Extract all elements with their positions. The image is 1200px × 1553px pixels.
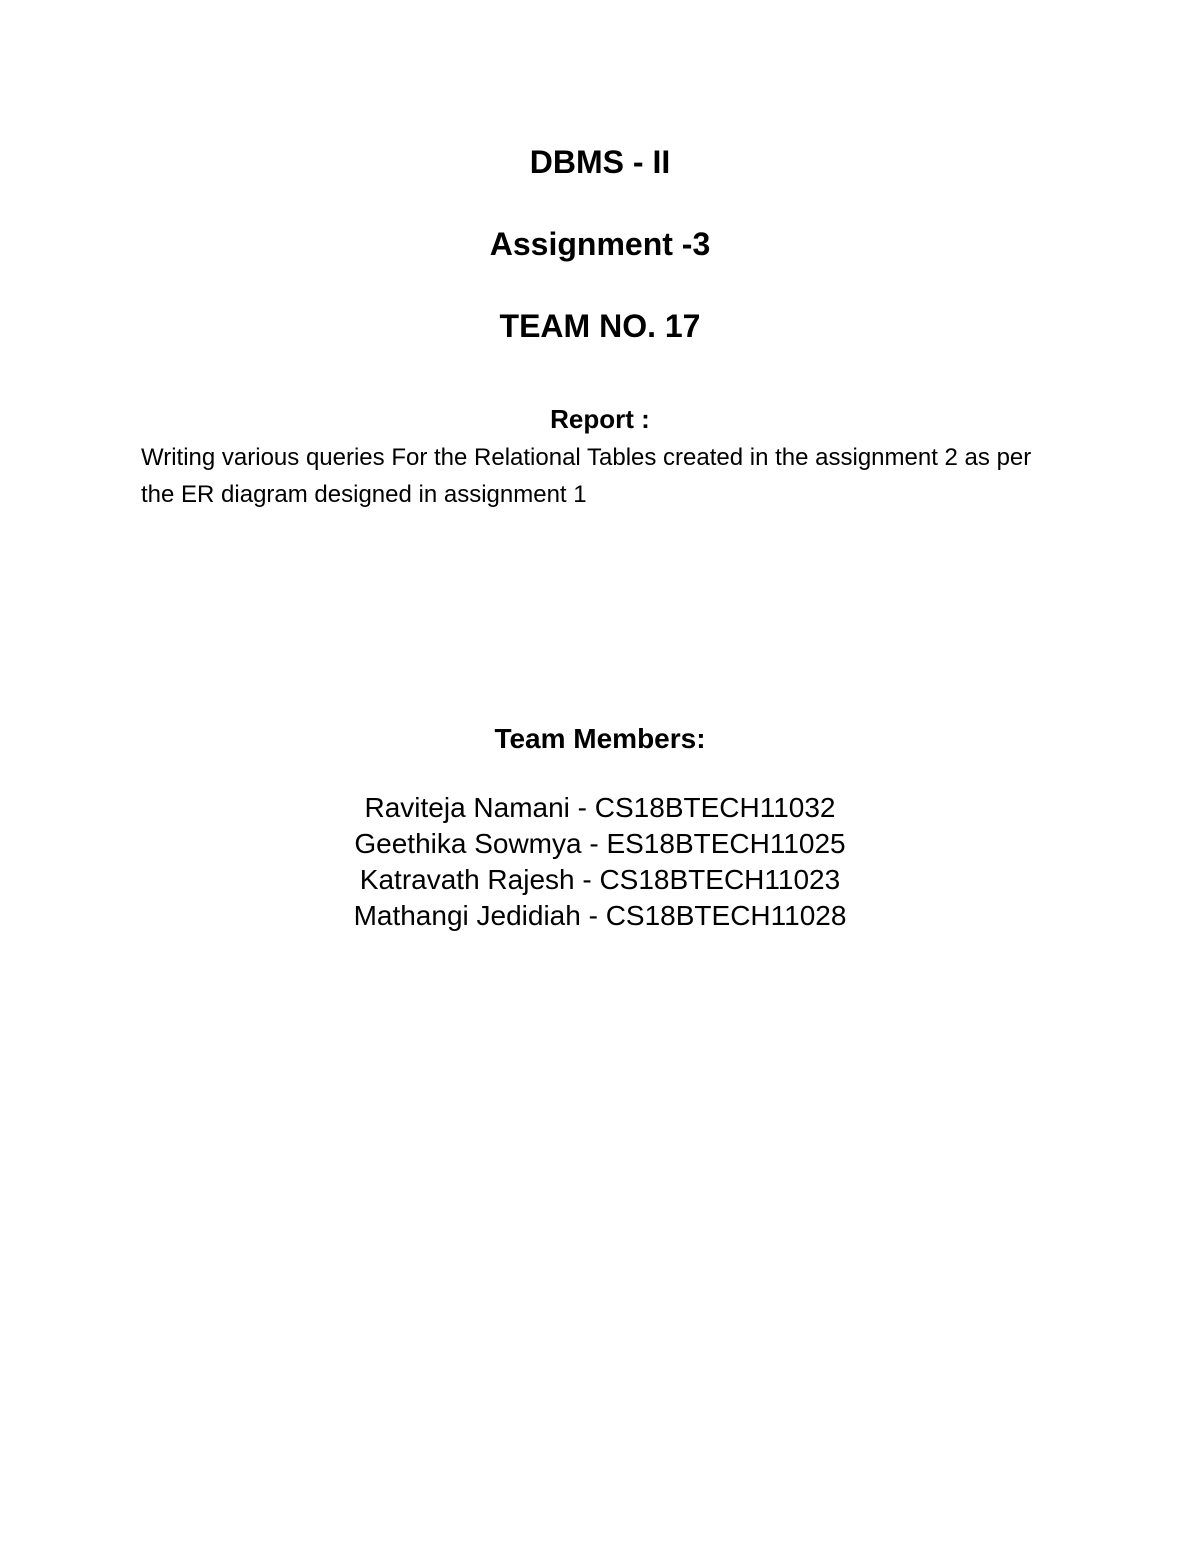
- course-title: DBMS - II: [529, 144, 671, 180]
- team-member: Geethika Sowmya - ES18BTECH11025: [354, 828, 846, 859]
- report-description: Writing various queries For the Relational Tables created in the assignment 2 as per the ER diagram designed in assignment 1: [141, 444, 1032, 508]
- team-member: Katravath Rajesh - CS18BTECH11023: [359, 864, 841, 895]
- team-member: Raviteja Namani - CS18BTECH11032: [364, 792, 836, 823]
- assignment-title: Assignment -3: [489, 226, 711, 262]
- team-members-heading: Team Members:: [494, 723, 706, 754]
- team-member-list: [0, 790, 1200, 934]
- report-heading: Report :: [550, 404, 650, 434]
- team-number: TEAM NO. 17: [499, 308, 701, 344]
- team-member: Mathangi Jedidiah - CS18BTECH11028: [353, 900, 847, 931]
